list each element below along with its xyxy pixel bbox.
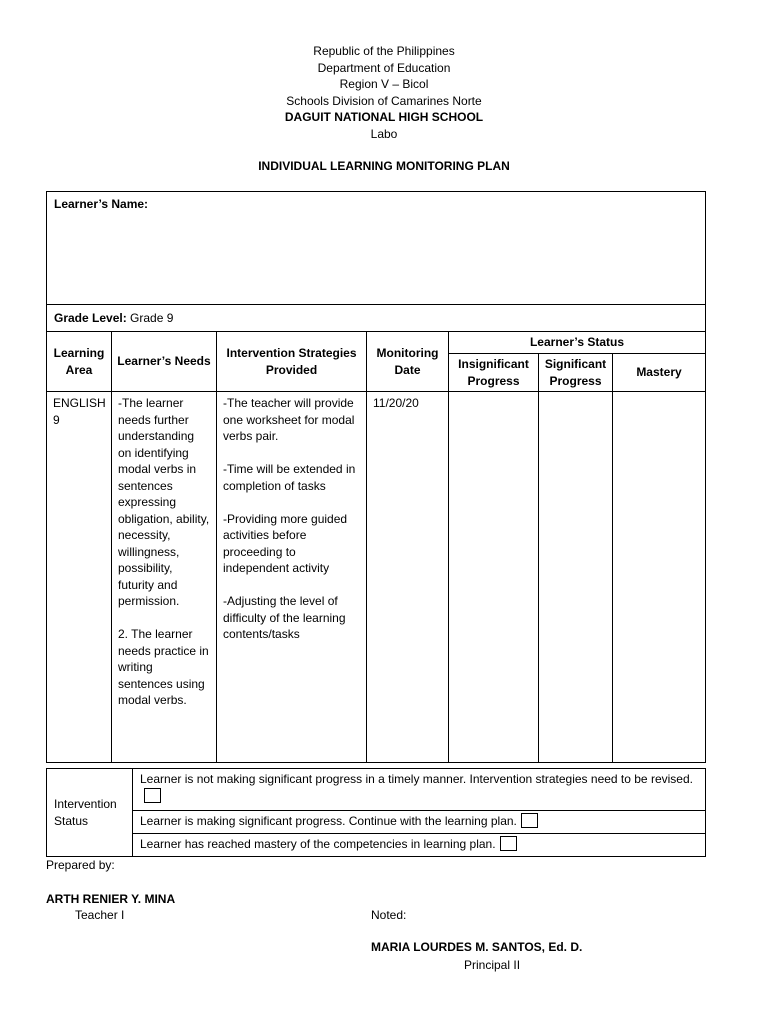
header-division: Schools Division of Camarines Norte (286, 93, 482, 108)
header-learning-area: Learning Area (47, 332, 112, 392)
intervention-option-revise (133, 769, 706, 811)
document-title: INDIVIDUAL LEARNING MONITORING PLAN (258, 159, 510, 173)
prepared-by-label: Prepared by: (46, 858, 115, 872)
principal-title: Principal II (464, 958, 521, 972)
learner-name-cell (47, 192, 706, 305)
strategy-item: -Adjusting the level of difficulty of the learning contents/tasks (223, 594, 346, 641)
principal-name: MARIA LOURDES M. SANTOS, Ed. D. (371, 940, 583, 954)
grade-level-label: Grade Level: (54, 310, 127, 325)
cell-significant-progress[interactable] (539, 392, 613, 763)
header-intervention-strategies: Intervention Strategies Provided (217, 332, 367, 392)
cell-learning-area: ENGLISH 9 (47, 392, 112, 763)
strategy-item: -Providing more guided activities before proceeding to independent activity (223, 511, 348, 575)
header-mastery: Mastery (613, 354, 706, 392)
document-header (0, 43, 768, 142)
header-significant-progress: Significant Progress (539, 354, 613, 392)
cell-insignificant-progress[interactable] (449, 392, 539, 763)
strategy-item: -Time will be extended in completion of tasks (223, 462, 356, 493)
header-town: Labo (370, 126, 398, 141)
learner-name-label: Learner’s Name: (54, 197, 149, 211)
header-insignificant-progress: Insignificant Progress (449, 354, 539, 392)
strategy-item: -The teacher will provide one worksheet for modal verbs pair. (223, 396, 355, 443)
noted-label: Noted: (371, 908, 407, 922)
grade-level-cell (47, 305, 706, 332)
intervention-option-text: Learner has reached mastery of the competencies in learning plan. (140, 837, 496, 851)
cell-intervention-strategies (217, 392, 367, 763)
monitoring-plan-table (46, 191, 706, 763)
header-monitoring-date: Monitoring Date (367, 332, 449, 392)
header-learners-needs: Learner’s Needs (112, 332, 217, 392)
table-row (47, 392, 706, 763)
cell-monitoring-date: 11/20/20 (367, 392, 449, 763)
cell-mastery[interactable] (613, 392, 706, 763)
header-school: DAGUIT NATIONAL HIGH SCHOOL (284, 110, 484, 124)
header-region: Region V – Bicol (339, 77, 429, 91)
header-department: Department of Education (317, 60, 451, 75)
intervention-status-label: Intervention Status (47, 769, 133, 857)
teacher-name: ARTH RENIER Y. MINA (46, 892, 176, 906)
checkbox-revise[interactable] (144, 788, 161, 803)
intervention-option-text: Learner is making significant progress. Continue with the learning plan. (140, 814, 517, 828)
checkbox-mastery[interactable] (500, 836, 517, 851)
intervention-status-table (46, 768, 706, 857)
grade-level-value: Grade 9 (130, 310, 174, 325)
intervention-option-text: Learner is not making significant progress in a timely manner. Intervention strategies need to be revised. (140, 772, 693, 786)
cell-learners-needs (112, 392, 217, 763)
checkbox-continue[interactable] (521, 813, 538, 828)
teacher-title: Teacher I (75, 908, 125, 922)
header-learners-status: Learner’s Status (449, 332, 706, 354)
header-republic: Republic of the Philippines (313, 44, 455, 58)
need-item: -The learner needs further understanding on identifying modal verbs in sentences expressing obligation, ability, necessity, willingness, possibility, futurity and permission. (118, 396, 210, 608)
intervention-option-mastery (133, 834, 706, 857)
need-item: 2. The learner needs practice in writing sentences using modal verbs. (118, 627, 209, 707)
intervention-option-continue (133, 811, 706, 834)
